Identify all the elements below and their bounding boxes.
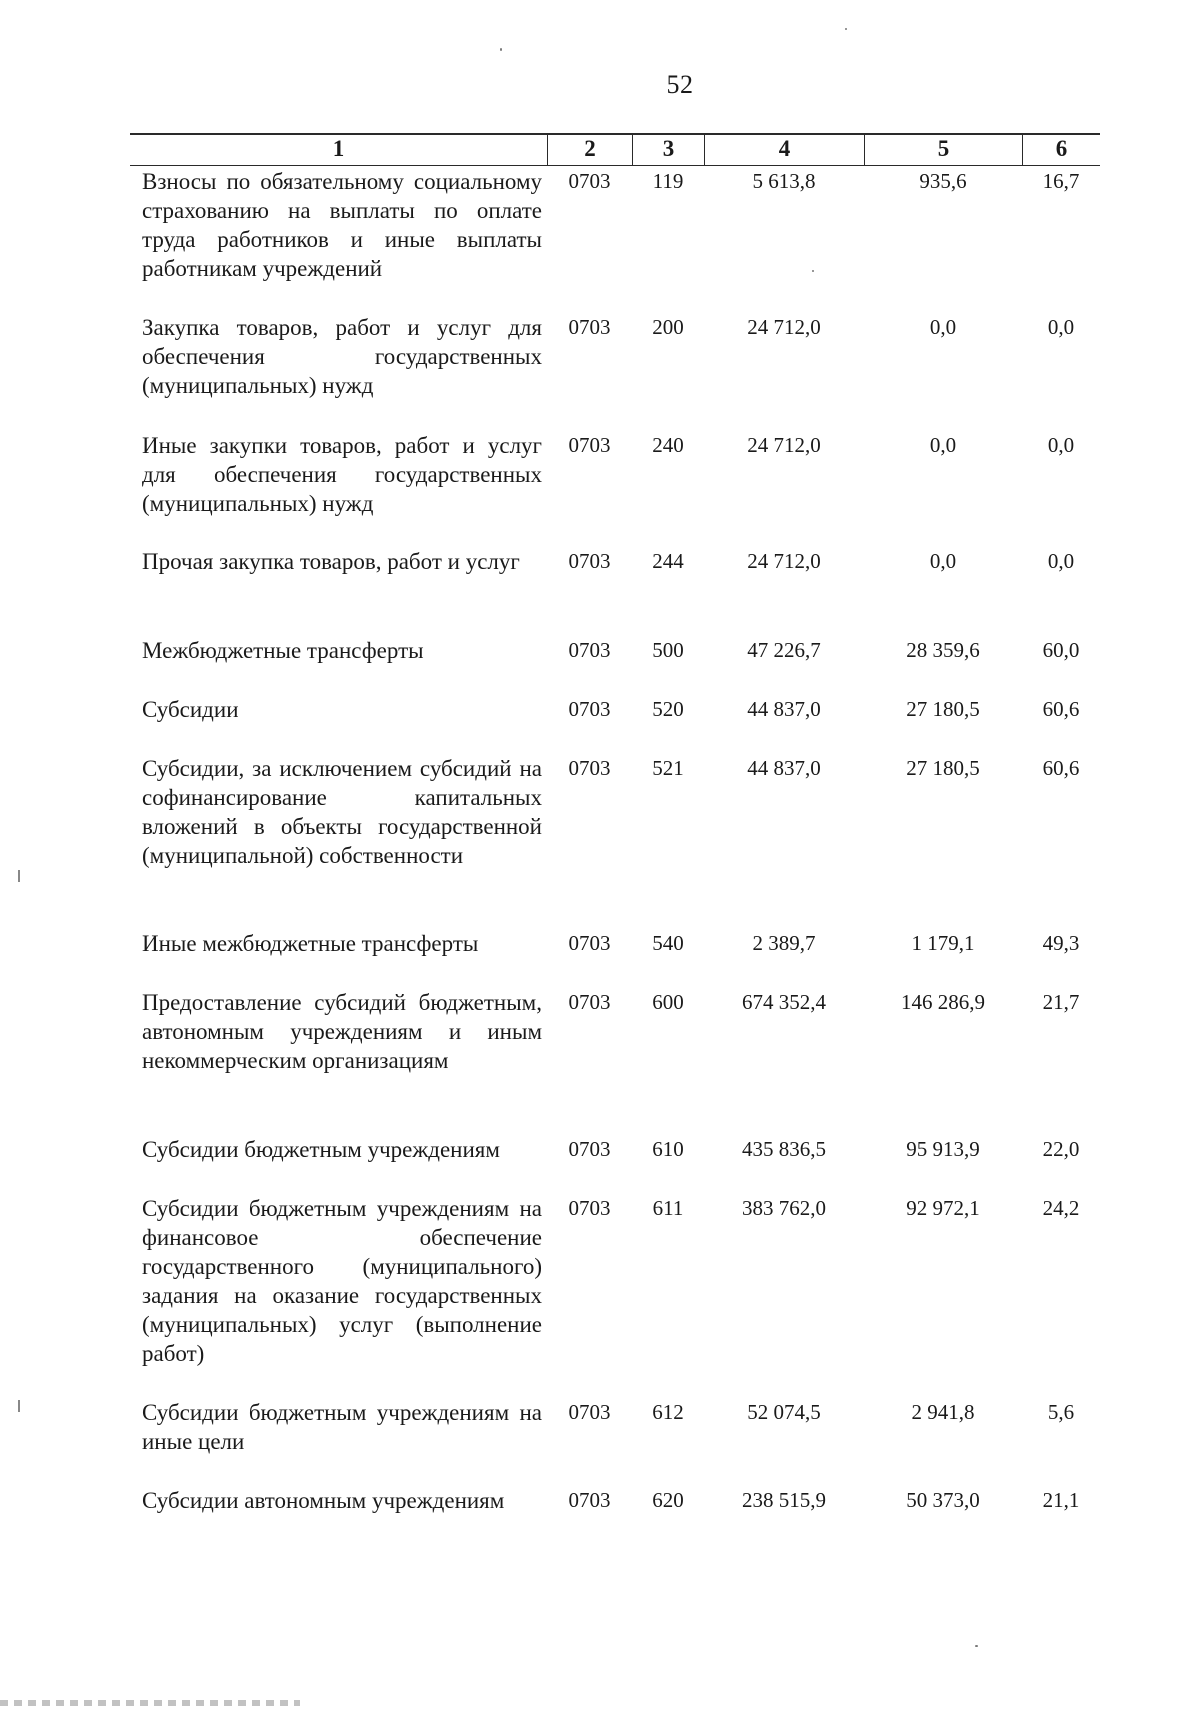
row-percent: 60,0 xyxy=(1042,638,1080,662)
row-percent: 24,2 xyxy=(1042,1196,1080,1220)
row-percent: 21,1 xyxy=(1042,1488,1080,1512)
row-plan: 5 613,8 xyxy=(752,169,816,193)
row-code: 521 xyxy=(652,756,684,780)
row-actual: 95 913,9 xyxy=(906,1137,980,1161)
row-plan: 24 712,0 xyxy=(747,433,821,457)
row-plan: 435 836,5 xyxy=(742,1137,826,1161)
table-header xyxy=(130,133,1100,166)
row-description: Предоставление субсидий бюджетным, автономным учреждениям и иным некоммерческим организациям xyxy=(142,990,542,1073)
row-actual: 0,0 xyxy=(929,315,957,339)
row-plan: 2 389,7 xyxy=(752,931,816,955)
row-actual: 0,0 xyxy=(929,433,957,457)
row-percent: 0,0 xyxy=(1047,549,1075,573)
header-col-4: 4 xyxy=(704,135,864,165)
table-row xyxy=(130,313,1100,400)
table-row xyxy=(130,431,1100,518)
header-col-3: 3 xyxy=(632,135,704,165)
row-description: Субсидии бюджетным учреждениям xyxy=(142,1137,500,1162)
row-code: 540 xyxy=(652,931,684,955)
row-section: 0703 xyxy=(568,697,611,721)
scan-speck xyxy=(812,270,814,272)
row-plan: 44 837,0 xyxy=(747,756,821,780)
row-section: 0703 xyxy=(568,990,611,1014)
row-code: 612 xyxy=(652,1400,684,1424)
scan-speck xyxy=(845,28,847,30)
table-row xyxy=(130,1398,1100,1456)
row-actual: 27 180,5 xyxy=(906,697,980,721)
row-percent: 49,3 xyxy=(1042,931,1080,955)
row-section: 0703 xyxy=(568,638,611,662)
table-row xyxy=(130,167,1100,283)
scan-bottom-noise xyxy=(0,1700,300,1706)
row-actual: 935,6 xyxy=(919,169,967,193)
row-plan: 674 352,4 xyxy=(742,990,826,1014)
scan-margin-mark xyxy=(18,870,20,882)
page-number: 52 xyxy=(666,70,694,99)
row-percent: 0,0 xyxy=(1047,315,1075,339)
row-description: Субсидии, за исключением субсидий на софинансирование капитальных вложений в объекты государственной (муниципальной) собственности xyxy=(142,756,542,868)
row-actual: 146 286,9 xyxy=(901,990,985,1014)
row-section: 0703 xyxy=(568,433,611,457)
scan-margin-mark xyxy=(18,1400,20,1412)
row-actual: 28 359,6 xyxy=(906,638,980,662)
row-percent: 5,6 xyxy=(1047,1400,1075,1424)
row-code: 240 xyxy=(652,433,684,457)
table-row xyxy=(130,1486,1100,1515)
row-actual: 2 941,8 xyxy=(911,1400,975,1424)
row-percent: 22,0 xyxy=(1042,1137,1080,1161)
row-plan: 24 712,0 xyxy=(747,549,821,573)
row-plan: 238 515,9 xyxy=(742,1488,826,1512)
row-description: Прочая закупка товаров, работ и услуг xyxy=(142,549,520,574)
row-description: Субсидии xyxy=(142,697,239,722)
header-col-5: 5 xyxy=(864,135,1022,165)
row-code: 200 xyxy=(652,315,684,339)
row-section: 0703 xyxy=(568,931,611,955)
row-description: Межбюджетные трансферты xyxy=(142,638,424,663)
row-section: 0703 xyxy=(568,315,611,339)
row-code: 620 xyxy=(652,1488,684,1512)
row-section: 0703 xyxy=(568,169,611,193)
header-col-1: 1 xyxy=(332,136,345,161)
header-col-2: 2 xyxy=(547,135,632,165)
row-code: 244 xyxy=(652,549,684,573)
row-description: Субсидии бюджетным учреждениям на финансовое обеспечение государственного (муниципального) задания на оказание государственных (муниципальных) услуг (выполнение работ) xyxy=(142,1196,542,1366)
row-actual: 0,0 xyxy=(929,549,957,573)
row-description: Закупка товаров, работ и услуг для обеспечения государственных (муниципальных) нужд xyxy=(142,315,542,398)
row-section: 0703 xyxy=(568,1488,611,1512)
row-percent: 21,7 xyxy=(1042,990,1080,1014)
table-row xyxy=(130,929,1100,958)
row-section: 0703 xyxy=(568,549,611,573)
row-plan: 52 074,5 xyxy=(747,1400,821,1424)
row-description: Иные межбюджетные трансферты xyxy=(142,931,479,956)
row-description: Взносы по обязательному социальному страхованию на выплаты по оплате труда работников и иные выплаты работникам учреждений xyxy=(142,169,542,281)
row-code: 611 xyxy=(652,1196,684,1220)
row-code: 600 xyxy=(652,990,684,1014)
row-actual: 27 180,5 xyxy=(906,756,980,780)
table-row xyxy=(130,754,1100,870)
row-percent: 60,6 xyxy=(1042,697,1080,721)
row-plan: 47 226,7 xyxy=(747,638,821,662)
row-description: Иные закупки товаров, работ и услуг для обеспечения государственных (муниципальных) нужд xyxy=(142,433,542,516)
row-actual: 1 179,1 xyxy=(911,931,975,955)
row-section: 0703 xyxy=(568,1196,611,1220)
table-row xyxy=(130,1194,1100,1368)
row-section: 0703 xyxy=(568,1400,611,1424)
table-row xyxy=(130,547,1100,576)
table-row xyxy=(130,1135,1100,1164)
row-code: 520 xyxy=(652,697,684,721)
row-code: 119 xyxy=(652,169,684,193)
row-plan: 44 837,0 xyxy=(747,697,821,721)
row-description: Субсидии бюджетным учреждениям на иные цели xyxy=(142,1400,542,1454)
row-plan: 383 762,0 xyxy=(742,1196,826,1220)
row-percent: 0,0 xyxy=(1047,433,1075,457)
table-row xyxy=(130,636,1100,665)
scan-speck xyxy=(975,1645,978,1647)
row-code: 610 xyxy=(652,1137,684,1161)
header-col-6: 6 xyxy=(1022,135,1100,165)
row-plan: 24 712,0 xyxy=(747,315,821,339)
table-row xyxy=(130,695,1100,724)
row-percent: 16,7 xyxy=(1042,169,1080,193)
row-percent: 60,6 xyxy=(1042,756,1080,780)
row-code: 500 xyxy=(652,638,684,662)
row-actual: 92 972,1 xyxy=(906,1196,980,1220)
table-row xyxy=(130,988,1100,1075)
row-description: Субсидии автономным учреждениям xyxy=(142,1488,505,1513)
row-actual: 50 373,0 xyxy=(906,1488,980,1512)
row-section: 0703 xyxy=(568,1137,611,1161)
scan-speck xyxy=(500,48,502,51)
row-section: 0703 xyxy=(568,756,611,780)
